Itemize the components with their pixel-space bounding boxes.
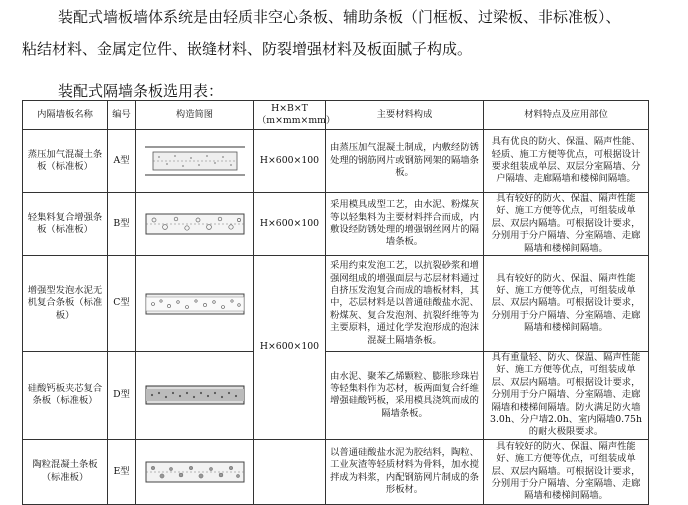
panel-diagram — [136, 352, 254, 440]
panel-diagram — [136, 439, 254, 504]
panel-name: 硅酸钙板夹芯复合条板（标准板） — [23, 352, 108, 440]
panel-features: 具有较好的防火、保温、隔声性能好、施工方便等优点，可组装成单层、双层内隔墙。可根据设计要求，分别用于分户隔墙、分室隔墙、走廊隔墙和楼梯间隔墙。 — [484, 256, 649, 352]
panel-name: 增强型发泡水泥无机复合条板（标准板） — [23, 256, 108, 352]
table-header-row — [23, 101, 649, 130]
header-dims: H×B×T （m×mm×mm） — [254, 101, 326, 130]
panel-dims — [254, 439, 326, 504]
table-row — [23, 193, 649, 256]
panel-diagram — [136, 193, 254, 256]
panel-code: D型 — [108, 352, 136, 440]
panel-material: 采用模具成型工艺，由水泥、粉煤灰等以轻集料为主要材料拌合而成，内敷设经防锈处理的增强钢丝网片的隔墙条板。 — [326, 193, 484, 256]
panel-features: 具有重量轻、防火、保温、隔声性能好、施工方便等优点，可组装成单层、双层内隔墙。可根据设计要求，分别用于分户隔墙、分室隔墙、走廊隔墙和楼梯间隔墙。防火满足防火墙3.0h、分户墙2.0h、室内隔墙0.75h的耐火极限要求。 — [484, 352, 649, 440]
panel-material: 由水泥、聚苯乙烯颗粒、膨胀珍珠岩等轻集料作为芯材，板两面复合纤维增强硅酸钙板，采用模具浇筑而成的隔墙条板。 — [326, 352, 484, 440]
panel-a-diagram-icon — [143, 144, 247, 178]
header-features: 材料特点及应用部位 — [484, 101, 649, 130]
panel-code: A型 — [108, 130, 136, 193]
table-row — [23, 256, 649, 352]
panel-code: C型 — [108, 256, 136, 352]
header-code: 编号 — [108, 101, 136, 130]
panel-dims: H×600×100 — [254, 193, 326, 256]
panel-c-diagram-icon — [143, 289, 247, 319]
header-diagram: 构造简图 — [136, 101, 254, 130]
panel-code: E型 — [108, 439, 136, 504]
table-row — [23, 130, 649, 193]
panel-name: 轻集料复合增强条板（标准板） — [23, 193, 108, 256]
header-name: 内隔墙板名称 — [23, 101, 108, 130]
table-row — [23, 352, 649, 440]
panel-features: 具有较好的防火、保温、隔声性能好、施工方便等优点，可组装成单层、双层内隔墙。可根据设计要求，分别用于分户隔墙、分室隔墙、走廊隔墙和楼梯间隔墙。 — [484, 193, 649, 256]
intro-line-2: 粘结材料、金属定位件、嵌缝材料、防裂增强材料及板面腻子构成。 — [22, 40, 473, 58]
table-row — [23, 439, 649, 504]
panel-name: 蒸压加气混凝土条板（标准板） — [23, 130, 108, 193]
panel-diagram — [136, 130, 254, 193]
panel-e-diagram-icon — [143, 457, 247, 487]
panel-d-diagram-icon — [143, 380, 247, 410]
panel-features: 具有较好的防火、保温、隔声性能好、施工方便等优点，可组装成单层、双层内隔墙。可根据设计要求，分别用于分户隔墙、分室隔墙、走廊隔墙和楼梯间隔墙。 — [484, 439, 649, 504]
table-title: 装配式隔墙条板选用表： — [58, 82, 224, 100]
panel-material: 由蒸压加气混凝土制成，内敷经防锈处理的钢筋网片或钢筋网架的隔墙条板。 — [326, 130, 484, 193]
intro-line-1: 装配式墙板墙体系统是由轻质非空心条板、辅助条板（门框板、过梁板、非标准板）、 — [58, 8, 621, 26]
wall-panel-selection-table — [22, 100, 649, 505]
panel-name: 陶粒混凝土条板（标准板） — [23, 439, 108, 504]
header-material: 主要材料构成 — [326, 101, 484, 130]
panel-diagram — [136, 256, 254, 352]
panel-material: 以普通硅酸盐水泥为胶结料，陶粒、工业灰渣等轻质材料为骨料，加水搅拌成为料浆，内配钢筋网片制成的条形板材。 — [326, 439, 484, 504]
panel-features: 具有优良的防火、保温、隔声性能、轻质、施工方便等优点，可根据设计要求组装成单层、双层分室隔墙、分户隔墙、走廊隔墙和楼梯间隔墙。 — [484, 130, 649, 193]
panel-dims: H×600×100 — [254, 130, 326, 193]
panel-b-diagram-icon — [143, 209, 247, 239]
panel-code: B型 — [108, 193, 136, 256]
panel-dims-merged: H×600×100 — [254, 256, 326, 440]
panel-material: 采用约束发泡工艺，以抗裂砂浆和增强网组成的增强面层与芯层材料通过自挤压发泡复合而成的墙板材料，其中，芯层材料是以普通硅酸盐水泥、粉煤灰、复合发泡剂、抗裂纤维等为主要原料，通过化学发泡形成的泡沫混凝土隔墙条板。 — [326, 256, 484, 352]
